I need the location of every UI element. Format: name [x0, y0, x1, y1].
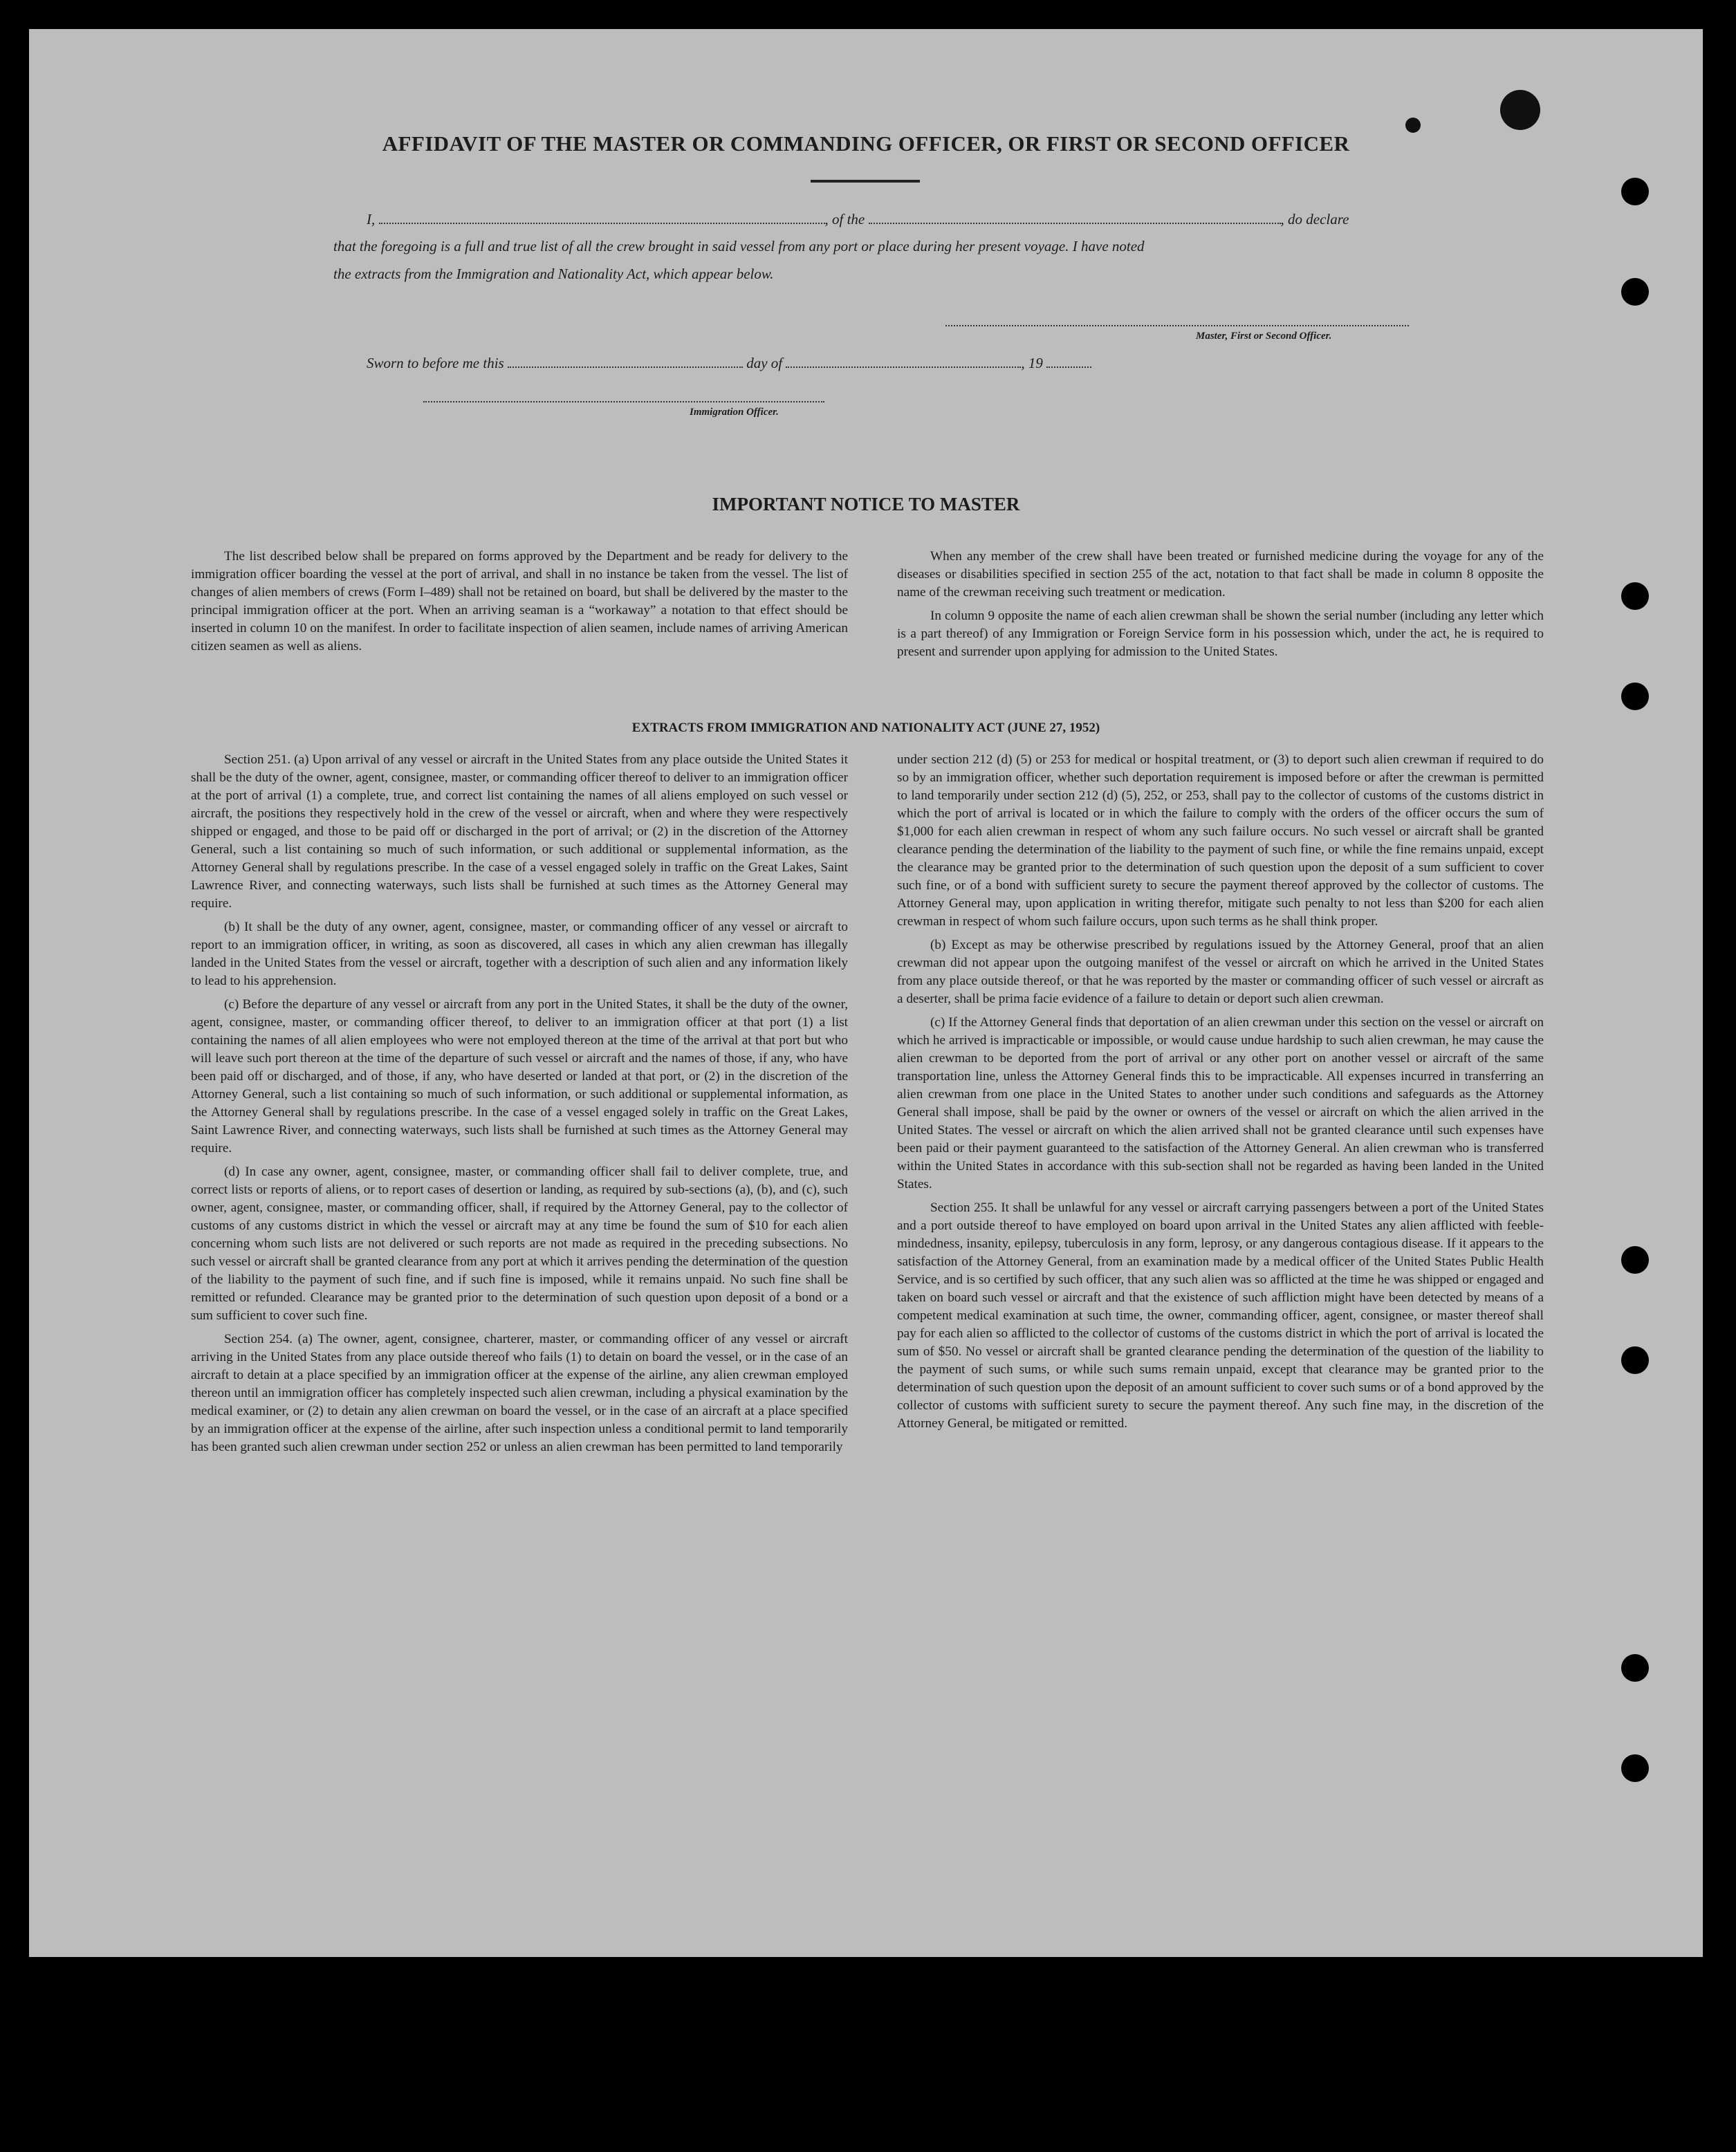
section-251-c: (c) Before the departure of any vessel or aircraft from any port in the United States, it shall be the duty of the owner, agent, consignee, master, or commanding officer thereof, to deliver to an immigration officer at that port (1) a list containing the names of all alien employees who were not employed thereon at the time of the arrival at that port but who will leave such port thereon at the time of the departure of such vessel or aircraft and the names of those, if any, who have been paid off or discharged, and of those, if any, who have deserted or landed at that port, or (2) in the discretion of the Attorney General, such a list containing so much of such information, or such additional or supplemental information, as the Attorney General shall by regulations prescribe. In the case of a vessel engaged solely in traffic on the Great Lakes, Saint Lawrence River, and connecting waterways, such lists shall be furnished at such times as the Attorney General may require.	[191, 997, 848, 1156]
notice-right-paragraph-1: When any member of the crew shall have been treated or furnished medicine during the voyage for any of the diseases or disabilities specified in section 255 of the act, notation to that fact shall be made in column 8 opposite the name of the crewman receiving such treatment or medication.	[897, 549, 1544, 600]
name-blank	[379, 210, 825, 224]
master-signature-label: Master, First or Second Officer.	[1196, 331, 1332, 342]
punch-hole-1	[1621, 178, 1649, 205]
notice-right-column	[897, 548, 1544, 667]
extracts-left-column	[191, 751, 848, 1462]
section-254-a-continued: under section 212 (d) (5) or 253 for medical or hospital treatment, or (3) to deport such alien crewman if required to do so by an immigration officer, whether such deportation requirement is imposed before or after the crewman is permitted to land temporarily under section 212 (d) (5), 252, or 253, shall pay to the collector of customs of the customs district in which the port of arrival is located or in which the failure to comply with the orders of the officer occurs the sum of $1,000 for each alien crewman in respect of whom any such failure occurs. No such vessel or aircraft shall be granted clearance pending the determination of the liability to the payment of such fine, or while the fine remains unpaid, except the clearance may be granted prior to the determination of such question upon the deposit of a sum sufficient to cover such fine, or of a bond with sufficient surety to secure the payment thereof approved by the collector of customs. The Attorney General may, upon application in writing therefor, mitigate such penalty to not less than $200 for each alien crewman in respect of whom such failure occurs, upon such terms as he shall think proper.	[897, 752, 1544, 929]
section-254-b: (b) Except as may be otherwise prescribed by regulations issued by the Attorney General, proof that an alien crewman did not appear upon the outgoing manifest of the vessel or aircraft on which he arrived in the United States from any place outside thereof, or that he was reported by the master or commanding officer of such vessel or aircraft as a deserter, shall be prima facie evidence of a failure to detain or deport such alien crewman.	[897, 938, 1544, 1006]
ink-blot	[1500, 90, 1540, 130]
notice-left-column	[191, 548, 848, 661]
affidavit-title: AFFIDAVIT OF THE MASTER OR COMMANDING OFFICER, OR FIRST OR SECOND OFFICER	[382, 131, 1350, 156]
sworn-month-blank	[786, 354, 1021, 368]
vessel-blank	[869, 210, 1281, 224]
section-254-c: (c) If the Attorney General finds that deportation of an alien crewman under this section on the vessel or aircraft on which he arrived is impracticable or impossible, or would cause undue hardship to such alien crewman, he may cause the alien crewman to be deported from the port of arrival or any other port on another vessel or aircraft of the same transportation line, unless the Attorney General finds this to be impracticable. All expenses incurred in transferring an alien crewman from one place in the United States to another under such conditions and safeguards as the Attorney General shall impose, shall be paid by the owner or owners of the vessel or aircraft on which the alien arrived in the United States. The vessel or aircraft on which the alien arrived shall not be granted clearance until such expenses have been paid or their payment guaranteed to the satisfaction of the Attorney General. An alien crewman who is transferred within the United States in accordance with this sub-section shall not be regarded as having been landed in the United States.	[897, 1015, 1544, 1191]
extracts-title: EXTRACTS FROM IMMIGRATION AND NATIONALITY ACT (JUNE 27, 1952)	[631, 721, 1100, 735]
declaration-start: I,	[367, 211, 376, 228]
extracts-right-column	[897, 751, 1544, 1438]
sworn-day-of: day of	[746, 355, 783, 371]
punch-hole-3	[1621, 582, 1649, 610]
punch-hole-8	[1621, 1754, 1649, 1782]
declaration-do-declare: , do declare	[1280, 211, 1349, 228]
declaration-line-3: the extracts from the Immigration and Nationality Act, which appear below.	[333, 266, 774, 282]
section-251-d: (d) In case any owner, agent, consignee, master, or commanding officer shall fail to deliver complete, true, and correct lists or reports of aliens, or to report cases of desertion or landing, as required by sub-sections (a), (b), and (c), such owner, agent, consignee, master, or commanding officer, shall, if required by the Attorney General, pay to the collector of customs of any customs district in which the vessel or aircraft may at any time be found the sum of $10 for each alien concerning whom such lists are not delivered or such reports are not made as required in the preceding subsections. No such vessel or aircraft shall be granted clearance from any port at which it arrives pending the determination of the question of the liability to the payment of such fine, and if such fine is imposed, while it remains unpaid. No such fine shall be remitted or refunded. Clearance may be granted prior to the determination of such question upon deposit of a bond or a sum sufficient to cover such fine.	[191, 1165, 848, 1323]
declaration-of-the: , of the	[824, 211, 865, 228]
section-254-a: Section 254. (a) The owner, agent, consignee, charterer, master, or commanding officer of any vessel or aircraft arriving in the United States from any place outside thereof who fails (1) to detain on board the vessel, or in the case of an aircraft to detain at a place specified by an immigration officer at the expense of the airline, any alien crewman employed thereon until an immigration officer has completely inspected such alien crewman, including a physical examination by the medical examiner, or (2) to detain any alien crewman on board the vessel, or in the case of an aircraft at a place specified by an immigration officer at the expense of the airline, after such inspection unless a conditional permit to land temporarily has been granted such alien crewman under section 252 or unless an alien crewman has been permitted to land temporarily	[191, 1332, 848, 1454]
punch-hole-7	[1621, 1654, 1649, 1682]
immigration-officer-line	[423, 401, 824, 402]
declaration-line-2: that the foregoing is a full and true list of all the crew brought in said vessel from any port or place during her present voyage. I have noted	[333, 238, 1145, 254]
sworn-start: Sworn to before me this	[367, 355, 504, 371]
sworn-line	[367, 354, 1091, 372]
notice-left-paragraph: The list described below shall be prepared on forms approved by the Department and be ready for delivery to the immigration officer boarding the vessel at the port of arrival, and shall in no instance be taken from the vessel. The list of changes of alien members of crews (Form I–489) shall not be retained on board, but shall be delivered by the master to the principal immigration officer at the port. When an arriving seaman is a “workaway” a notation to that effect should be inserted in column 10 on the manifest. In order to facilitate inspection of alien seamen, include names of arriving American citizen seamen as well as aliens.	[191, 549, 848, 653]
sworn-date-blank	[508, 354, 743, 368]
punch-hole-2	[1621, 278, 1649, 306]
notice-right-paragraph-2: In column 9 opposite the name of each alien crewman shall be shown the serial number (including any letter which is a part thereof) of any Immigration or Foreign Service form in his possession which, under the act, he is required to present and surrender upon applying for admission to the United States.	[897, 609, 1544, 659]
notice-title: IMPORTANT NOTICE TO MASTER	[712, 494, 1020, 514]
declaration-line-1	[367, 210, 1349, 228]
section-251-a: Section 251. (a) Upon arrival of any vessel or aircraft in the United States from any place outside the United States it shall be the duty of the owner, agent, consignee, master, or commanding officer thereof to deliver to an immigration officer at the port of arrival (1) a complete, true, and correct list containing the names of all aliens employed on such vessel or aircraft, the positions they respectively hold in the crew of the vessel or aircraft, when and where they were respectively shipped or engaged, and those to be paid off or discharged in the port of arrival; or (2) in the discretion of the Attorney General, such a list containing so much of such information, or such additional or supplemental information, as the Attorney General shall by regulations prescribe. In the case of a vessel engaged solely in traffic on the Great Lakes, Saint Lawrence River, and connecting waterways, such lists shall be furnished at such times as the Attorney General may require.	[191, 752, 848, 911]
punch-hole-6	[1621, 1346, 1649, 1374]
document-page	[29, 29, 1703, 1957]
punch-hole-4	[1621, 683, 1649, 710]
title-rule	[811, 180, 920, 183]
ink-spot	[1405, 118, 1421, 133]
section-255: Section 255. It shall be unlawful for any vessel or aircraft carrying passengers between a port of the United States and a port outside thereof to have employed on board upon arrival in the United States any alien afflicted with feeble-mindedness, insanity, epilepsy, tuberculosis in any form, leprosy, or any dangerous contagious disease. If it appears to the satisfaction of the Attorney General, from an examination made by a medical officer of the United States Public Health Service, and is so certified by such officer, that any such alien was so afflicted at the time he was shipped or engaged and taken on board such vessel or aircraft and that the existence of such affliction might have been detected by means of a competent medical examination at such time, the owner, commanding officer, agent, consignee, or master thereof shall pay for each alien so afflicted to the collector of customs of the customs district in which the port of arrival is located the sum of $50. No vessel or aircraft shall be granted clearance pending the determination of the question of the liability to the payment of such sums, or while such sums remain unpaid, except that clearance may be granted prior to the determination of such question upon the deposit of an amount sufficient to cover such sums or of a bond approved by the collector of customs with sufficient surety to secure the payment thereof. Any such fine may, in the discretion of the Attorney General, be mitigated or remitted.	[897, 1200, 1544, 1431]
sworn-year-blank	[1046, 354, 1091, 368]
sworn-year: , 19	[1021, 355, 1043, 371]
section-251-b: (b) It shall be the duty of any owner, agent, consignee, master, or commanding officer of any vessel or aircraft to report to an immigration officer, in writing, as soon as discovered, all cases in which any alien crewman has illegally landed in the United States from the vessel or aircraft, together with a description of such alien and any information likely to lead to his apprehension.	[191, 920, 848, 988]
punch-hole-5	[1621, 1246, 1649, 1274]
immigration-officer-label: Immigration Officer.	[690, 407, 779, 418]
master-signature-line	[945, 325, 1409, 326]
